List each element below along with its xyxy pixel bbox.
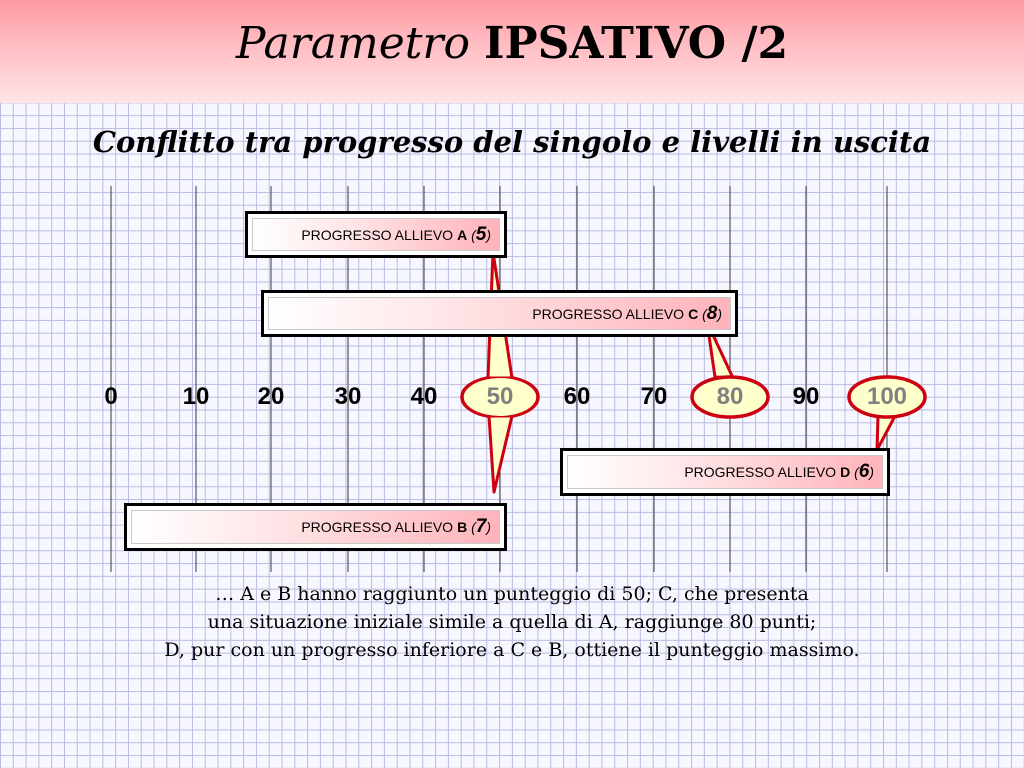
- progress-bar-a: [245, 211, 507, 258]
- caption-line-2: una situazione iniziale simile a quella di A, raggiunge 80 punti;: [207, 611, 817, 633]
- axis-label-60: 60: [563, 383, 591, 410]
- progress-bar-a-prefix: PROGRESSO ALLIEVO: [301, 226, 454, 243]
- callout-tail-100: [877, 416, 895, 450]
- progress-bar-d: [560, 448, 890, 496]
- title-part1: Parametro: [235, 18, 470, 69]
- progress-bar-d-label: PROGRESSO ALLIEVO D ( 6 ): [567, 455, 883, 489]
- highlight-callouts: [462, 322, 925, 450]
- progress-bar-a-label: PROGRESSO ALLIEVO A ( 5 ): [252, 218, 500, 251]
- progress-bar-b-score: 7: [475, 516, 487, 537]
- progress-bar-d-score: 6: [858, 461, 870, 482]
- progress-bar-c-label: PROGRESSO ALLIEVO C ( 8 ): [268, 297, 731, 330]
- progress-bar-a-letter: A: [457, 226, 468, 243]
- axis-label-40: 40: [410, 383, 438, 410]
- progress-bar-c-letter: C: [688, 305, 699, 322]
- title-part2: IPSATIVO /2: [483, 18, 789, 69]
- axis-label-80: 80: [716, 383, 744, 410]
- axis-label-50: 50: [486, 383, 514, 410]
- progress-bar-c-score: 8: [706, 302, 718, 324]
- progress-bar-d-prefix: PROGRESSO ALLIEVO: [684, 464, 837, 480]
- progress-bar-b-label: PROGRESSO ALLIEVO B ( 7 ): [131, 510, 500, 544]
- progress-bar-b-prefix: PROGRESSO ALLIEVO: [301, 519, 454, 535]
- axis-label-70: 70: [640, 383, 668, 410]
- progress-bar-d-letter: D: [840, 464, 851, 480]
- axis-label-20: 20: [257, 383, 285, 410]
- progress-bar-b: [124, 503, 507, 551]
- axis-label-100: 100: [866, 383, 908, 410]
- axis-label-90: 90: [792, 383, 820, 410]
- page-subtitle: Conflitto tra progresso del singolo e livelli in uscita: [92, 125, 932, 159]
- progress-bar-c: [261, 290, 738, 337]
- progress-bar-c-prefix: PROGRESSO ALLIEVO: [532, 305, 685, 322]
- axis-label-30: 30: [334, 383, 362, 410]
- caption-line-1: … A e B hanno raggiunto un punteggio di 50; C, che presenta: [215, 583, 809, 605]
- caption-line-3: D, pur con un progresso inferiore a C e B, ottiene il punteggio massimo.: [164, 639, 860, 661]
- axis-label-10: 10: [182, 383, 210, 410]
- progress-bar-a-score: 5: [475, 223, 487, 245]
- progress-bar-b-letter: B: [457, 519, 468, 535]
- axis-label-0: 0: [104, 383, 118, 410]
- caption: [0, 580, 1024, 664]
